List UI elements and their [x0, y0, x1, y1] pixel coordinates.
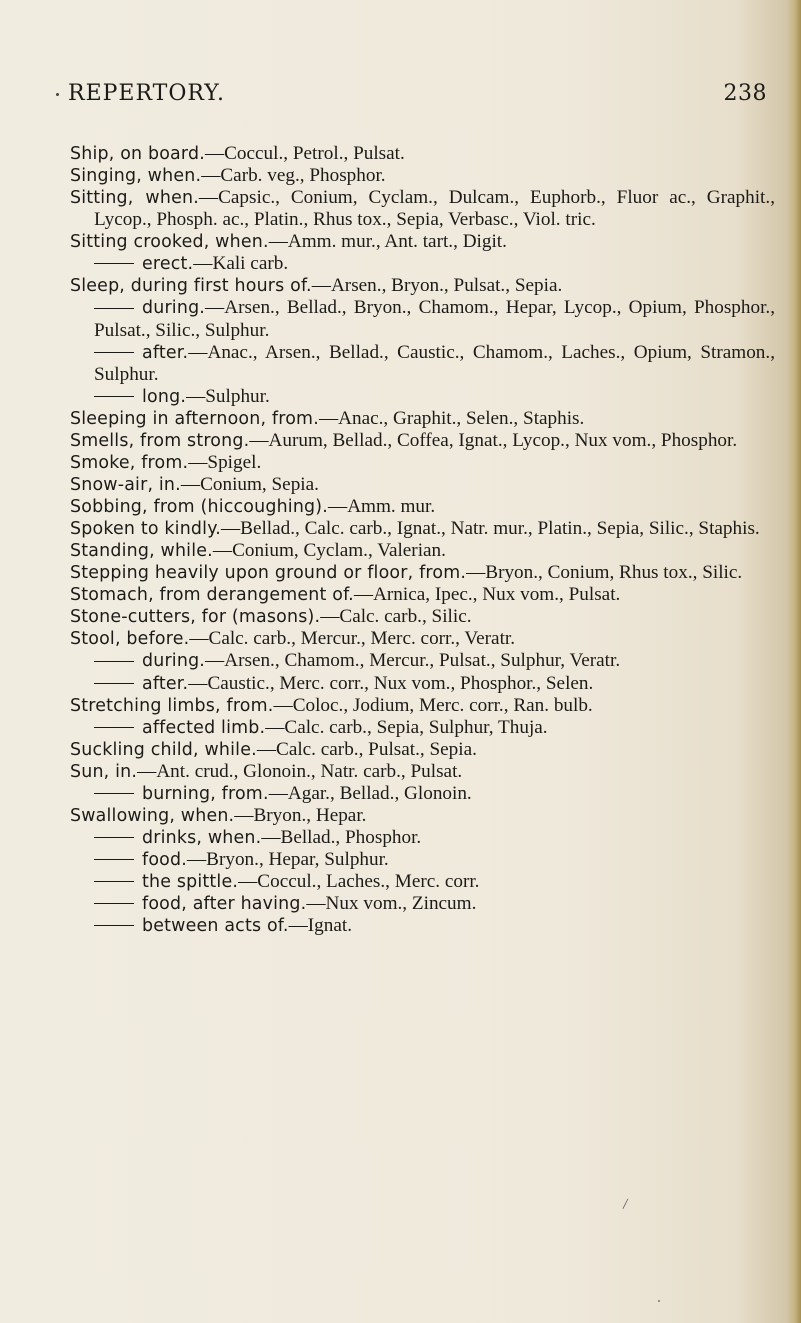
entry-term: Stepping heavily upon ground or floor, from. — [70, 563, 467, 584]
sub-entry — [70, 871, 775, 893]
sub-entry — [70, 650, 775, 672]
entry-term: Stool, before. — [70, 629, 190, 650]
entry-term: Spoken to kindly. — [70, 519, 221, 540]
entry-remedies: —Caustic., Merc. corr., Nux vom., Phosphor., Selen. — [188, 672, 594, 694]
ditto-dash — [94, 903, 134, 904]
entry-term: Sleeping in afternoon, from. — [70, 408, 319, 429]
entry-remedies: —Bryon., Conium, Rhus tox., Silic. — [466, 562, 743, 584]
entry-term: Singing, when. — [70, 166, 202, 187]
entry — [70, 143, 775, 165]
entry — [70, 231, 775, 253]
entry — [70, 474, 775, 496]
page-number: 238 — [723, 81, 767, 106]
sub-entry — [70, 253, 775, 275]
entry-term: Stomach, from derangement of. — [70, 585, 354, 606]
entry-remedies: —Calc. carb., Silic. — [320, 606, 472, 628]
entry-remedies: —Amm. mur., Ant. tart., Digit. — [268, 231, 507, 253]
entry-remedies: —Sulphur. — [186, 385, 270, 407]
entry-term: after. — [142, 342, 189, 363]
entry-term: Sitting, when. — [70, 188, 199, 209]
entry-remedies: —Anac., Graphit., Selen., Staphis. — [318, 407, 585, 429]
entry-remedies: —Kali carb. — [193, 253, 289, 275]
entry-remedies: —Agar., Bellad., Glonoin. — [268, 782, 472, 804]
entry-term: food, after having. — [142, 894, 307, 915]
sub-entry — [70, 342, 775, 386]
ditto-dash — [94, 661, 134, 662]
entry-remedies: —Coccul., Petrol., Pulsat. — [204, 143, 405, 164]
sub-entry — [70, 783, 775, 805]
entry-remedies: —Arnica, Ipec., Nux vom., Pulsat. — [353, 584, 621, 606]
margin-mark — [56, 93, 59, 96]
entry-remedies: —Ignat. — [288, 915, 353, 937]
entry-term: food. — [142, 850, 187, 870]
entry-remedies: —Calc. carb., Mercur., Merc. corr., Veratr. — [189, 628, 516, 650]
ink-mark: / — [621, 1195, 629, 1214]
entry-term: between acts of. — [142, 916, 289, 937]
entry — [70, 739, 775, 761]
sub-entry — [70, 673, 775, 695]
entry-term: Standing, while. — [70, 541, 213, 562]
entry-remedies: —Coccul., Laches., Merc. corr. — [238, 871, 480, 893]
entry-term: Sobbing, from (hiccoughing). — [70, 497, 328, 517]
entry — [70, 187, 775, 231]
sub-entry — [70, 827, 775, 849]
entry-remedies: —Ant. crud., Glonoin., Natr. carb., Pulsat. — [137, 760, 463, 782]
entry-remedies: —Amm. mur. — [328, 496, 436, 517]
entry — [70, 805, 775, 827]
entry-remedies: —Coloc., Jodium, Merc. corr., Ran. bulb. — [273, 694, 593, 716]
entry — [70, 540, 775, 562]
entry-remedies: —Nux vom., Zincum. — [306, 893, 477, 915]
entry-remedies: —Bryon., Hepar, Sulphur. — [186, 849, 389, 870]
running-head: REPERTORY. — [68, 81, 225, 106]
ditto-dash — [94, 263, 134, 264]
entry — [70, 606, 775, 628]
entry-term: Sun, in. — [70, 761, 138, 782]
entry — [70, 452, 775, 474]
entry-term: during. — [142, 651, 206, 672]
repertory-entries — [70, 143, 775, 937]
entry-term: after. — [142, 673, 189, 694]
ditto-dash — [94, 837, 134, 838]
ditto-dash — [94, 925, 134, 926]
entry-term: Snow-air, in. — [70, 474, 181, 495]
entry-remedies: —Anac., Arsen., Bellad., Caustic., Chamom., Laches., Opium, Stramon., Sulphur. — [94, 341, 775, 385]
entry-remedies: —Arsen., Chamom., Mercur., Pulsat., Sulphur, Veratr. — [205, 650, 621, 672]
entry-remedies: —Conium, Cyclam., Valerian. — [212, 540, 446, 562]
entry-remedies: —Calc. carb., Pulsat., Sepia. — [256, 738, 477, 760]
entry-remedies: —Calc. carb., Sepia, Sulphur, Thuja. — [265, 716, 548, 738]
entry-term: Swallowing, when. — [70, 805, 235, 826]
ditto-dash — [94, 793, 134, 794]
entry-term: Smells, from strong. — [70, 430, 250, 451]
sub-entry — [70, 297, 775, 341]
sub-entry — [70, 915, 775, 937]
entry-remedies: —Spigel. — [188, 451, 262, 473]
ditto-dash — [94, 308, 134, 309]
entry-term: Stone-cutters, for (masons). — [70, 607, 321, 628]
entry-remedies: —Carb. veg., Phosphor. — [201, 165, 386, 187]
entry-remedies: —Bellad., Phosphor. — [261, 826, 422, 848]
entry-remedies: —Bellad., Calc. carb., Ignat., Natr. mur., Platin., Sepia, Silic., Staphis. — [220, 518, 760, 540]
entry — [70, 518, 775, 540]
sub-entry — [70, 717, 775, 739]
sub-entry — [70, 849, 775, 871]
ditto-dash — [94, 727, 134, 728]
entry — [70, 562, 775, 584]
entry-remedies: —Conium, Sepia. — [180, 473, 319, 495]
entry — [70, 761, 775, 783]
entry-term: Ship, on board. — [70, 144, 205, 164]
entry — [70, 430, 775, 452]
entry-remedies: —Arsen., Bellad., Bryon., Chamom., Hepar, Lycop., Opium, Phosphor., Pulsat., Silic., Sulphur. — [94, 297, 775, 341]
entry-term: affected limb. — [142, 717, 266, 738]
ditto-dash — [94, 881, 134, 882]
entry — [70, 695, 775, 717]
ditto-dash — [94, 859, 134, 860]
ditto-dash — [94, 396, 134, 397]
entry-term: the spittle. — [142, 872, 239, 893]
entry-term: drinks, when. — [142, 827, 262, 848]
entry-term: Smoke, from. — [70, 452, 189, 473]
entry-term: burning, from. — [142, 783, 269, 804]
entry-term: Suckling child, while. — [70, 739, 257, 760]
entry-remedies: —Arsen., Bryon., Pulsat., Sepia. — [311, 275, 563, 297]
entry-term: Sleep, during first hours of. — [70, 276, 312, 297]
entry — [70, 628, 775, 650]
entry — [70, 584, 775, 606]
entry-remedies: —Aurum, Bellad., Coffea, Ignat., Lycop., Nux vom., Phosphor. — [249, 429, 738, 451]
page-edge-shading — [787, 0, 801, 1323]
entry-term: erect. — [142, 254, 194, 275]
entry-term: Sitting crooked, when. — [70, 232, 269, 253]
ditto-dash — [94, 683, 134, 684]
entry — [70, 408, 775, 430]
ditto-dash — [94, 352, 134, 353]
entry-term: Stretching limbs, from. — [70, 695, 274, 716]
entry — [70, 496, 775, 518]
entry-remedies: —Bryon., Hepar. — [234, 804, 367, 826]
sub-entry — [70, 893, 775, 915]
entry — [70, 275, 775, 297]
entry — [70, 165, 775, 187]
sub-entry — [70, 386, 775, 408]
entry-term: long. — [142, 386, 187, 407]
ink-speck — [658, 1300, 660, 1302]
entry-term: during. — [142, 298, 206, 319]
entry-remedies: —Capsic., Conium, Cyclam., Dulcam., Euphorb., Fluor ac., Graphit., Lycop., Phosph. ac., Platin., Rhus tox., Sepia, Verbasc., Viol. tric. — [94, 187, 775, 231]
